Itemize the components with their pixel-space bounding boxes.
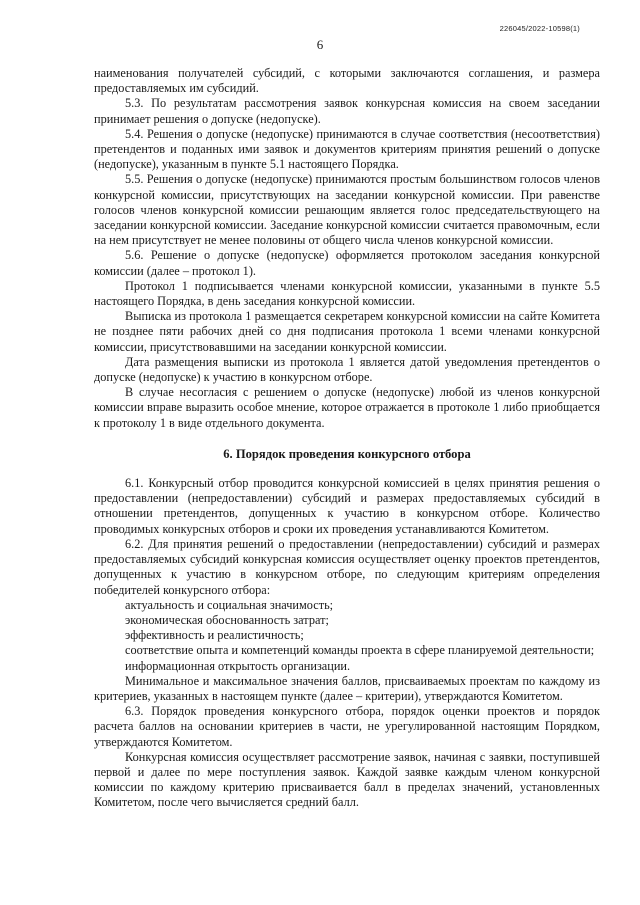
criterion-item: экономическая обоснованность затрат; [125,612,329,627]
document-body [94,66,600,811]
paragraph-5-3: 5.3. По результатам рассмотрения заявок конкурсная комиссия на своем заседании принимает решения о допуске (недопуске). [94,96,600,126]
paragraph-protocol-extract: Выписка из протокола 1 размещается секретарем конкурсной комиссии на сайте Комитета не позднее пяти рабочих дней со дня подписания протокола 1 всеми членами конкурсной комиссии, присутствовавшими на заседании конкурсной комиссии. [94,309,600,354]
paragraph-protocol-signing: Протокол 1 подписывается членами конкурсной комиссии, указанными в пункте 5.5 настоящего Порядка, в день заседания конкурсной комиссии. [94,278,600,309]
paragraph-6-2: 6.2. Для принятия решений о предоставлении (непредоставлении) субсидий и размерах предоставляемых субсидий конкурсная комиссия осуществляет оценку проектов претендентов, допущенных к участию в конкурсном отборе, по следующим критериям определения победителей конкурсного отбора: [94,536,600,597]
paragraph-continuation: наименования получателей субсидий, с которыми заключаются соглашения, и размера предоставляемых им субсидий. [94,66,600,96]
criterion-item: соответствие опыта и компетенций команды проекта в сфере планируемой деятельности; [125,643,595,658]
criterion-item: информационная открытость организации. [125,658,351,673]
criterion-item: эффективность и реалистичность; [125,628,304,643]
section-title: 6. Порядок проведения конкурсного отбора [223,446,471,461]
paragraph-dissenting-opinion: В случае несогласия с решением о допуске (недопуске) любой из членов конкурсной комиссии вправе выразить особое мнение, которое отражается в протоколе 1 либо приобщается к протоколу 1 в виде отдельного документа. [94,385,600,430]
paragraph-6-1: 6.1. Конкурсный отбор проводится конкурсной комиссией в целях принятия решения о предоставлении (непредоставлении) субсидий и размерах предоставляемых субсидий в отношении претендентов, допущенных к участию в конкурсном отборе. Количество проводимых конкурсных отборов и сроки их проведения устанавливаются Комитетом. [94,476,600,536]
paragraph-6-3: 6.3. Порядок проведения конкурсного отбора, порядок оценки проектов и порядок расчета баллов на основании критериев в части, не урегулированной настоящим Порядком, утверждаются Комитетом. [94,704,600,749]
paragraph-score-range: Минимальное и максимальное значения баллов, присваиваемых проектам по каждому из критериев, указанных в настоящем пункте (далее – критерии), утверждаются Комитетом. [94,673,600,703]
page-number: 6 [316,37,324,52]
document-id: 226045/2022-10598(1) [499,24,580,33]
paragraph-review-process: Конкурсная комиссия осуществляет рассмотрение заявок, начиная с заявки, поступившей первой и далее по мере поступления заявок. Каждой заявке каждым членом конкурсной комиссии по каждому критерию присваивается балл в пределах значений, установленных Комитетом, после чего вычисляется средний балл. [94,749,600,810]
paragraph-5-5: 5.5. Решения о допуске (недопуске) принимаются простым большинством голосов членов конкурсной комиссии, присутствующих на заседании конкурсной комиссии. При равенстве голосов членов конкурсной комиссии решающим является голос председательствующего на заседании конкурсной комиссии. Заседание конкурсной комиссии считается правомочным, если на нем присутствует не менее половины от общего числа членов конкурсной комиссии. [94,172,600,248]
criterion-item: актуальность и социальная значимость; [125,597,334,612]
paragraph-5-6: 5.6. Решение о допуске (недопуске) оформляется протоколом заседания конкурсной комиссии (далее – протокол 1). [94,248,600,278]
paragraph-notification-date: Дата размещения выписки из протокола 1 является датой уведомления претендентов о допуске (недопуске) к участию в конкурсном отборе. [94,354,600,385]
paragraph-5-4: 5.4. Решения о допуске (недопуске) принимаются в случае соответствия (несоответствия) претендентов и поданных ими заявок и документов критериям принятия решений о допуске (недопуске), указанным в пункте 5.1 настоящего Порядка. [94,126,600,172]
